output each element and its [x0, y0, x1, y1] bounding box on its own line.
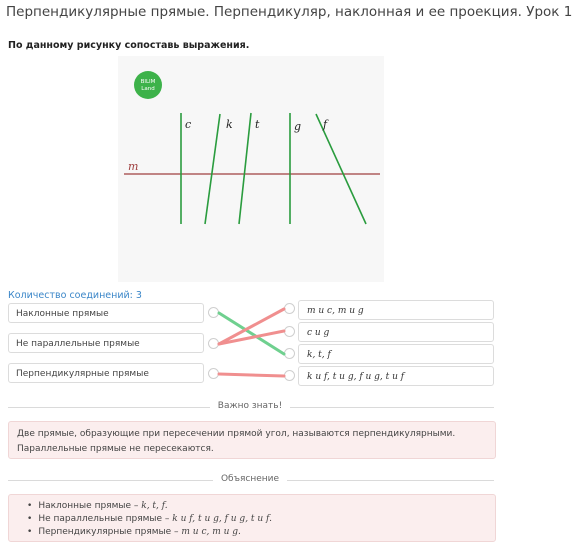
label-c: c — [185, 118, 192, 131]
important-heading: Важно знать! — [210, 401, 290, 411]
task-instruction: По данному рисунку сопоставь выражения. — [8, 40, 250, 51]
left-connector-2[interactable] — [208, 338, 219, 349]
left-connector-1[interactable] — [208, 307, 219, 318]
right-item-4[interactable]: k и f, t и g, f и g, t и f — [298, 366, 494, 386]
svg-text:Land: Land — [141, 86, 155, 92]
connections-count: Количество соединений: 3 — [8, 290, 142, 301]
explanation-item: • Перпендикулярные прямые – m и c, m и g. — [27, 526, 487, 539]
right-connector-3[interactable] — [284, 348, 295, 359]
label-t: t — [255, 118, 260, 131]
link-inclined — [219, 313, 284, 354]
label-f: f — [323, 118, 328, 131]
explanation-item: • Не параллельные прямые – k и f, t и g, f и g, t и f. — [27, 513, 487, 526]
bilimland-logo — [134, 71, 162, 99]
right-connector-2[interactable] — [284, 326, 295, 337]
label-m: m — [128, 160, 139, 173]
right-item-1[interactable]: m и c, m и g — [298, 300, 494, 320]
explanation-list — [19, 500, 487, 539]
explanation-heading: Объяснение — [213, 474, 287, 484]
important-box — [8, 421, 496, 459]
svg-text:BILIM: BILIM — [140, 79, 156, 85]
important-line-1: Две прямые, образующие при пересечении прямой угол, называются перпендикулярными. — [17, 429, 456, 439]
left-item-nonparallel[interactable]: Не параллельные прямые — [8, 333, 204, 353]
right-connector-1[interactable] — [284, 303, 295, 314]
explanation-box — [8, 494, 496, 542]
right-item-2[interactable]: c и g — [298, 322, 494, 342]
link-nonparallel-a — [219, 331, 284, 344]
link-nonparallel-b — [219, 309, 284, 344]
left-item-inclined[interactable]: Наклонные прямые — [8, 303, 204, 323]
lines-figure — [118, 56, 384, 282]
link-perpendicular — [219, 374, 284, 376]
left-connector-3[interactable] — [208, 368, 219, 379]
right-connector-4[interactable] — [284, 370, 295, 381]
important-line-2: Параллельные прямые не пересекаются. — [17, 444, 214, 454]
label-g: g — [294, 120, 302, 133]
left-item-perpendicular[interactable]: Перпендикулярные прямые — [8, 363, 204, 383]
right-item-3[interactable]: k, t, f — [298, 344, 494, 364]
explanation-item: • Наклонные прямые – k, t, f. — [27, 500, 487, 513]
label-k: k — [226, 118, 233, 131]
lesson-title: Перпендикулярные прямые. Перпендикуляр, наклонная и ее проекция. Урок 1 — [6, 4, 572, 20]
